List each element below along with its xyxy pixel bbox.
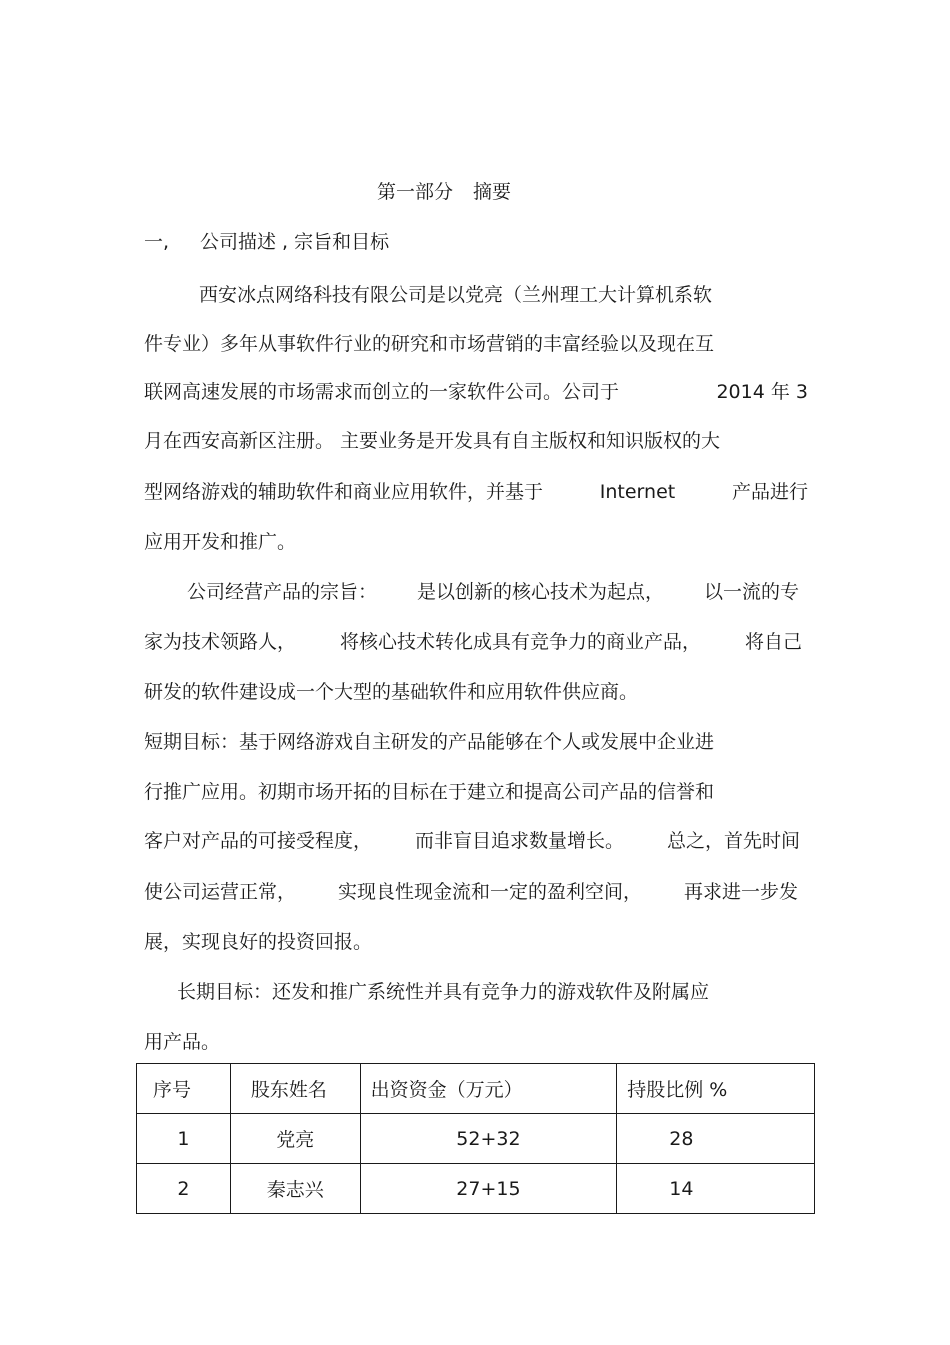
section-number: 一, [144,231,170,253]
short-term-line-3-c: 总之，首先时间 [666,830,800,852]
cell-index: 2 [137,1164,231,1214]
intro-line-5-a: 型网络游戏的辅助软件和商业应用软件，并基于 [144,481,544,503]
short-term-line-4 [144,880,798,904]
short-term-line-2: 行推广应用。初期市场开拓的目标在于建立和提高公司产品的信誉和 [144,781,715,803]
section-heading-text: 公司描述 , 宗旨和目标 [200,231,390,253]
title-part: 第一部分 [377,181,454,203]
long-term-line-2: 用产品。 [144,1031,221,1053]
purpose-line-1 [187,580,799,604]
intro-line-2: 件专业）多年从事软件行业的研究和市场营销的丰富经验以及现在互 [144,333,715,355]
short-term-line-3 [144,829,800,853]
table-header-row [137,1064,815,1114]
page-title [377,180,511,204]
title-name: 摘要 [473,181,512,203]
cell-shareholder-name: 党亮 [230,1114,360,1164]
header-share-ratio: 持股比例 % [617,1064,815,1114]
short-term-line-3-b: 而非盲目追求数量增长。 [414,830,624,852]
purpose-line-1-c: 以一流的专 [703,581,799,603]
cell-shareholder-name: 秦志兴 [230,1164,360,1214]
purpose-line-3: 研发的软件建设成一个大型的基础软件和应用软件供应商。 [144,681,639,703]
intro-line-3-text: 联网高速发展的市场需求而创立的一家软件公司。公司于 [144,381,620,403]
purpose-line-1-b: 是以创新的核心技术为起点， [416,581,664,603]
table-row [137,1114,815,1164]
intro-line-5 [144,480,808,504]
cell-capital: 52+32 [360,1114,617,1164]
short-term-line-4-a: 使公司运营正常， [144,881,297,903]
cell-share-ratio: 14 [617,1164,815,1214]
header-capital: 出资资金（万元） [360,1064,617,1114]
purpose-line-2-c: 将自己 [744,631,802,653]
purpose-line-2-a: 家为技术领路人， [144,631,297,653]
intro-line-5-b: Internet [599,481,676,503]
purpose-line-2 [144,630,802,654]
short-term-line-1: 短期目标：基于网络游戏自主研发的产品能够在个人或发展中企业进 [144,731,715,753]
short-term-line-3-a: 客户对产品的可接受程度， [144,830,373,852]
intro-line-6: 应用开发和推广。 [144,531,297,553]
purpose-line-2-b: 将核心技术转化成具有竞争力的商业产品， [339,631,701,653]
long-term-line-1: 长期目标：还发和推广系统性并具有竞争力的游戏软件及附属应 [177,981,710,1003]
short-term-line-4-b: 实现良性现金流和一定的盈利空间， [337,881,642,903]
table-row [137,1164,815,1214]
cell-index: 1 [137,1114,231,1164]
cell-share-ratio: 28 [617,1114,815,1164]
purpose-line-1-a: 公司经营产品的宗旨： [187,581,378,603]
header-shareholder-name: 股东姓名 [230,1064,360,1114]
cell-capital: 27+15 [360,1164,617,1214]
shareholder-table [136,1063,815,1214]
section-heading [144,230,389,254]
intro-line-1: 西安冰点网络科技有限公司是以党亮（兰州理工大计算机系软 [199,284,713,306]
header-index: 序号 [137,1064,231,1114]
intro-line-3-date: 2014 年 3 [716,381,808,403]
short-term-line-4-c: 再求进一步发 [683,881,798,903]
intro-line-4: 月在西安高新区注册。 主要业务是开发具有自主版权和知识版权的大 [144,430,721,452]
intro-line-3 [144,380,808,404]
intro-line-5-c: 产品进行 [731,481,808,503]
short-term-line-5: 展，实现良好的投资回报。 [144,931,373,953]
